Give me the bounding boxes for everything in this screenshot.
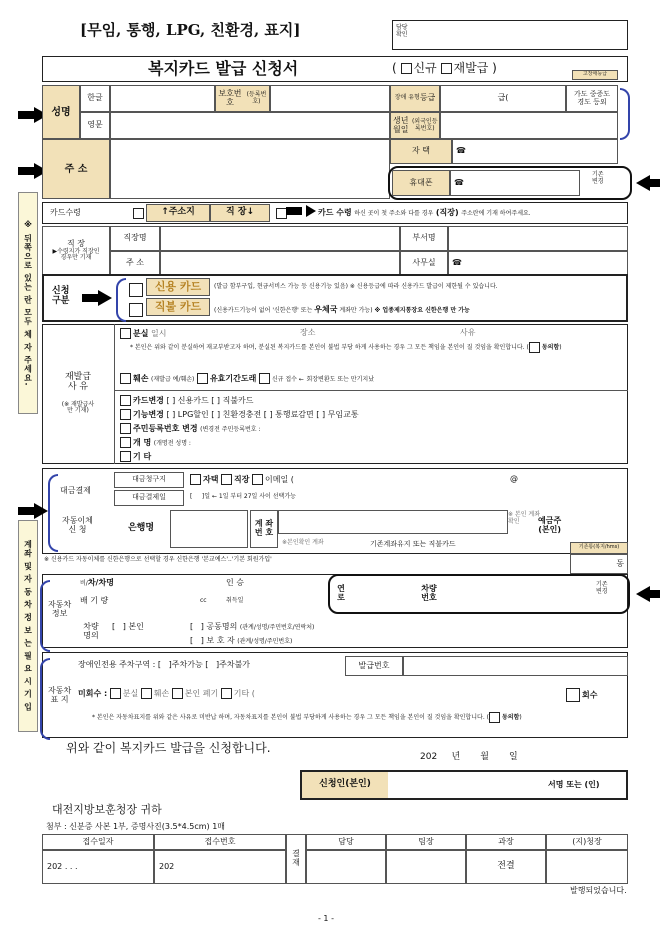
sticker-agree-checkbox[interactable] — [489, 712, 500, 723]
depositor-label: 예금주 (본인) — [538, 516, 562, 535]
new-label: 신규 — [413, 61, 437, 75]
disability-label: 장애 유형 등급 — [390, 85, 440, 112]
sticker-label: 자동차 표 지 — [48, 686, 72, 705]
english-label: 영문 — [80, 112, 110, 139]
applicant-label: 신청인(본인) — [302, 772, 388, 798]
manager-label: 과장 — [466, 834, 546, 850]
link-note: 기존 변경 — [596, 581, 608, 595]
lost-agree-checkbox[interactable] — [529, 342, 540, 353]
work-address-label: 주 소 — [110, 251, 160, 276]
place-label: 장소 — [300, 328, 316, 337]
check-card-label: 직불 카드 — [146, 298, 210, 316]
existing-card-label: 기존통(복지/hms) — [570, 542, 628, 554]
recipient: 대전지방보훈청장 귀하 — [52, 803, 162, 816]
work-address-input[interactable] — [160, 251, 400, 276]
date-row: 202 년 월 일 — [420, 752, 518, 762]
guardian-id-input[interactable] — [270, 85, 390, 112]
office-phone-label: 사무실 — [400, 251, 448, 276]
birth-label: 생년월일 (외국인등록번호) — [390, 112, 440, 139]
id-change-row: 주민등록번호 변경 (변경전 주민등록번호 : — [120, 423, 261, 434]
reissue-label: 재발급 사 유 (※ 재발급사 만 기재) — [61, 372, 95, 415]
new-checkbox[interactable] — [401, 63, 412, 74]
depositor-note: ※ 본인 계좌 확인 — [508, 511, 541, 525]
arrow-right-icon — [306, 205, 316, 217]
grade-options: 가도 중증도 경도 등외 — [566, 85, 618, 112]
bill-address-options: 자택 직장 이메일 ( — [190, 474, 294, 485]
receipt-date-value[interactable]: 202 . . . — [42, 850, 154, 884]
receive-label: 대금청구지 — [114, 472, 184, 488]
cc-label: 배 기 량 — [80, 596, 109, 605]
title-bar — [42, 56, 628, 82]
director-sign[interactable] — [546, 850, 628, 884]
seats-label: 인 승 — [226, 578, 244, 587]
card-change-row: 카드변경 [ ] 신용카드 [ ] 직불카드 — [120, 395, 254, 406]
receipt-no-value[interactable]: 202 — [154, 850, 286, 884]
sticker-self-cancel-checkbox[interactable] — [172, 688, 183, 699]
credit-card-note: (발급 함부구입, 현금서비스 가능 등 신용기능 있음) ※ 신용등급에 따라 신용카드 발급이 제한될 수 있습니다. — [214, 283, 498, 290]
arrow-right-icon — [98, 290, 112, 306]
bank-input[interactable] — [170, 510, 248, 548]
home-phone-label: 자 택 — [390, 139, 452, 164]
payday-row: [ ]일 ← 1일 부터 27일 사이 선택가능 — [190, 493, 296, 500]
arrow-right-icon — [34, 503, 48, 519]
car-name-label: 비/차/차명 — [80, 578, 114, 587]
rename-row: 개 명 (개명전 성명 : — [120, 437, 191, 448]
mobile-input[interactable] — [450, 170, 580, 196]
arrow-left-icon — [636, 586, 650, 602]
office-phone-input[interactable] — [448, 251, 628, 276]
approve-label: 결 재 — [286, 834, 306, 884]
function-change-row: 기능변경 [ ] LPG할인 [ ] 친환경충전 [ ] 통행료감면 [ ] 무임교통 — [120, 409, 359, 420]
sticker-reason-row: 미회수 : 분실 훼손 본인 폐기 기타 ( — [78, 689, 255, 698]
cc-unit: cc — [200, 597, 207, 604]
existing-account: 기존계좌유지 또는 직불카드 — [370, 540, 456, 548]
owner-cotitle: [ ] 공동명의 (관계/성명/주민번호/연락처) — [190, 622, 315, 631]
new-apply-checkbox[interactable] — [259, 373, 270, 384]
reissue-checkbox[interactable] — [441, 63, 452, 74]
attachments: 첨부 : 신분증 사본 1부, 증명사진(3.5*4.5cm) 1매 — [46, 822, 226, 831]
lost-checkbox[interactable] — [120, 328, 131, 339]
bill-work-checkbox[interactable] — [221, 474, 232, 485]
sign-label: 서명 또는 (인) — [548, 780, 600, 789]
check-card-note: (신용카드기능이 없어 '신한은행' 또는 우체국 계좌만 가능) ※ 업종제지통장요 신한은행 만 가능 — [214, 305, 470, 314]
home-phone-input[interactable] — [452, 139, 618, 164]
sticker-note: * 본인은 자동차표지를 위와 같은 사유로 미반납 하며, 자동차표지를 본인이 불법 부당하게 사용하는 경우 그 모든 책임을 본인이 질 것임을 확인합니다. ( 동의함) — [92, 714, 522, 721]
recovered-checkbox[interactable] — [566, 688, 580, 702]
guardian-id-label: 보호번호 (등록번호) — [215, 85, 270, 112]
card-receive-label: 카드수령 — [50, 208, 81, 217]
owner-label: 차량 명의 — [83, 622, 99, 640]
sticker-etc-checkbox[interactable] — [221, 688, 232, 699]
payday-label: 대금결제일 — [114, 490, 184, 506]
grade-badge: 고장애등급 — [572, 70, 618, 80]
director-label: (지)청장 — [546, 834, 628, 850]
apply-type-label: 신청 구분 — [52, 286, 70, 307]
credit-card-checkbox[interactable] — [129, 283, 143, 297]
reason-label: 사유 — [460, 328, 476, 337]
owner-guardian: [ ] 보 호 자 (관계/성명/주민번호) — [190, 636, 293, 645]
id-change-checkbox[interactable] — [120, 423, 131, 434]
dept-label: 부서명 — [400, 226, 448, 251]
damage-checkbox[interactable] — [120, 373, 131, 384]
workplace-label: 직 장 ▶수령지가 직장인 경우만 기재 — [42, 226, 110, 276]
receipt-date-label: 접수일자 — [42, 834, 154, 850]
staff-sign[interactable] — [306, 850, 386, 884]
bill-home-checkbox[interactable] — [190, 474, 201, 485]
chief-label: 팀장 — [386, 834, 466, 850]
mobile-note: 기존 변경 — [592, 171, 604, 185]
issue-no-input[interactable] — [403, 656, 628, 676]
side-note-top: ※ 뒤쪽으로 있는 란 모두 체 자 주세요. — [18, 192, 38, 414]
address-input[interactable] — [110, 139, 390, 199]
korean-name-input[interactable] — [110, 85, 215, 112]
chief-sign[interactable] — [386, 850, 466, 884]
card-change-checkbox[interactable] — [120, 395, 131, 406]
address-receive-label: ↑주소지 — [146, 204, 210, 222]
dept-input[interactable] — [448, 226, 628, 251]
payment-bracket — [48, 474, 58, 552]
email-at: @ — [510, 474, 518, 483]
function-change-checkbox[interactable] — [120, 409, 131, 420]
name-label: 성명 — [42, 85, 80, 139]
grade-input[interactable]: 급( — [440, 85, 566, 112]
lost-row: 분실 일시 — [120, 328, 166, 339]
owner-self: [ ] 본인 — [112, 622, 144, 631]
form-categories: [무임, 통행, LPG, 친환경, 표지] — [80, 21, 301, 39]
issue-no-label: 발급번호 — [345, 656, 403, 676]
check-card-checkbox[interactable] — [129, 303, 143, 317]
receipt-no-label: 접수번호 — [154, 834, 286, 850]
work-receive-label: 직 장↓ — [210, 204, 270, 222]
bank-label: 은행명 — [127, 523, 155, 534]
auto-transfer-label: 자동이체 신 청 — [62, 516, 93, 535]
sticker-lost-checkbox[interactable] — [110, 688, 121, 699]
grade-bracket — [620, 88, 630, 140]
company-label: 직장명 — [110, 226, 160, 251]
etc-row: 기 타 — [120, 451, 151, 462]
arrow-left-icon — [636, 175, 650, 191]
account-input[interactable] — [278, 510, 508, 534]
rename-checkbox[interactable] — [120, 437, 131, 448]
phone-icon: ☎ — [454, 177, 464, 187]
english-name-input[interactable] — [110, 112, 390, 139]
birth-input[interactable] — [440, 112, 618, 139]
mobile-label: 휴대폰 — [392, 170, 450, 196]
staff-label: 담당 — [306, 834, 386, 850]
manager-sign[interactable]: 전결 — [466, 850, 546, 884]
office-check-box — [392, 20, 628, 50]
side-note-bottom: 계좌 및 자 동 차 정 보 는 필 요 시 기 입 — [18, 520, 38, 732]
lost-note: * 본인은 위와 같이 분실하여 재교부받고자 하며, 분실된 복지카드를 본인이 불법 부당 하게 사용하는 경우 그 모든 책임을 본인이 질 것임을 확인합니다. ( 동의함) — [130, 344, 562, 351]
expire-checkbox[interactable] — [197, 373, 208, 384]
payment-label: 대금결제 — [60, 486, 91, 495]
link-car-label: 차량 번호 — [421, 584, 437, 602]
payment-notice: ※ 신용카드 자동이체를 신한은행으로 선택할 경우 신한은행 '본교예스'..'기본 회원가입' — [44, 556, 272, 563]
page-number: - 1 - — [318, 914, 334, 923]
page-title: 복지카드 발급 신청서 — [148, 59, 299, 78]
etc-checkbox[interactable] — [120, 451, 131, 462]
account-label: 계 좌 번 호 — [250, 510, 278, 548]
company-input[interactable] — [160, 226, 400, 251]
damage-row: 훼손 (재발급 예/훼손) 유효기간도래 신규 접수 ← 회장변환도 또는 만기지났 — [120, 373, 374, 384]
korean-label: 한글 — [80, 85, 110, 112]
link-car-input[interactable] — [446, 578, 586, 610]
existing-card-input[interactable]: 동 — [570, 554, 628, 574]
closing-statement: 위와 같이 복지카드 발급을 신청합니다. — [66, 741, 271, 755]
vehicle-label: 자동차 정보 — [48, 600, 72, 619]
phone-icon: ☎ — [452, 258, 462, 268]
sticker-damage-checkbox[interactable] — [141, 688, 152, 699]
reissue-label: 재발급 — [453, 61, 489, 75]
bill-email-checkbox[interactable] — [252, 474, 263, 485]
applicant-name-input[interactable] — [388, 772, 538, 798]
apply-bracket — [116, 278, 126, 322]
title-options: ( 신규 재발급 ) — [392, 61, 497, 75]
card-receive-note: 카드 수령 하신 곳이 첫 주소와 다를 경우 (직장) 주소란에 기재 하여주세요. — [318, 208, 531, 217]
address-label: 주 소 — [42, 139, 110, 199]
credit-card-label: 신용 카드 — [146, 278, 210, 296]
parking-row: 장애인전용 주차구역 : [ ]주차가능 [ ]주차불가 — [78, 660, 251, 669]
acquire-label: 취득일 — [226, 597, 244, 604]
address-receive-checkbox[interactable] — [133, 208, 144, 219]
account-note: ※본인확인 계좌 — [282, 539, 324, 546]
footer-note: 발행되었습니다. — [570, 886, 627, 895]
link-label: 연 로 — [337, 584, 345, 602]
office-check-label: 담당 확인 — [396, 24, 408, 38]
recovered-row: 회수 — [566, 688, 597, 702]
phone-icon: ☎ — [456, 146, 466, 156]
